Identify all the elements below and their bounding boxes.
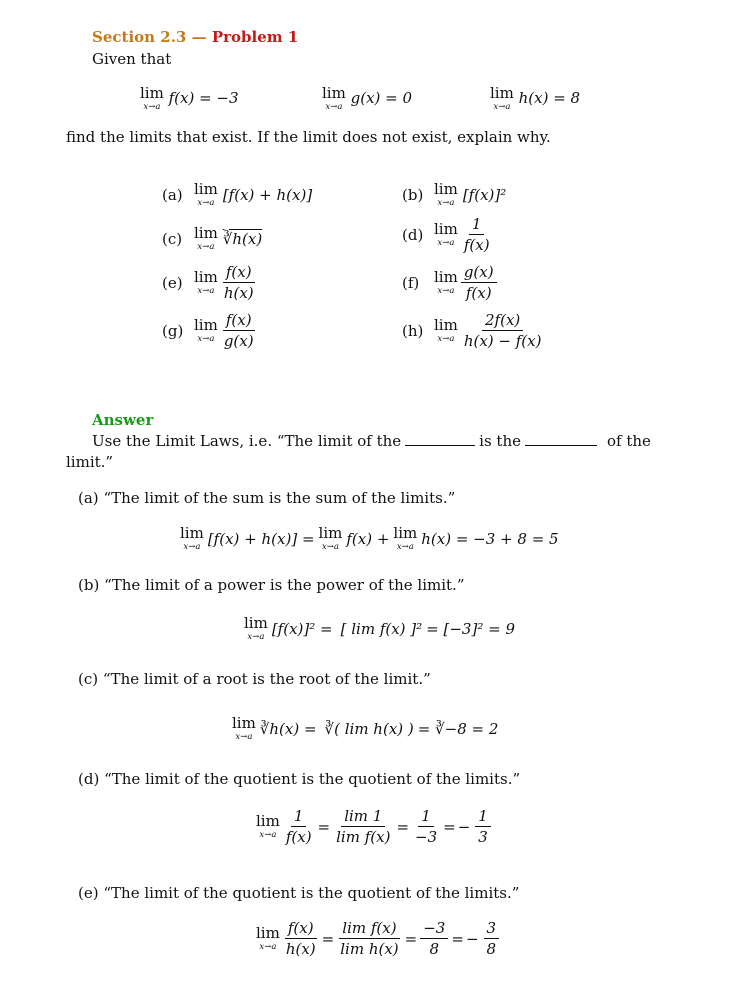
- section-heading: [92, 28, 298, 46]
- answer-e-eq: lim x→a $\frac{f(x)}{h(x)}$ = $\frac{\text{lim f(x)}}{\text{lim h(x)}}$ = $\frac{-3}{8}$ = − $\frac{3}{8}$: [256, 920, 502, 957]
- given-text: Given that: [92, 50, 172, 68]
- answer-c-eq: lim x→a ∛h(x) = ∛( lim h(x) ) = ∛−8 = 2: [232, 714, 499, 742]
- answer-title: Answer: [92, 411, 154, 429]
- answer-d-text: (d) “The limit of the quotient is the quotient of the limits.”: [78, 770, 521, 788]
- answer-intro: Use the Limit Laws, i.e. “The limit of the is the of the: [92, 432, 651, 450]
- part-b: (b) lim x→a [f(x)]²: [402, 180, 507, 208]
- answer-intro-line2: limit.”: [66, 453, 114, 471]
- part-h: (h) lim x→a $\frac{2f(x)}{h(x) - f(x)}$: [402, 311, 542, 350]
- answer-a-text: (a) “The limit of the sum is the sum of the limits.”: [78, 489, 456, 507]
- answer-a-eq: lim x→a [f(x) + h(x)] = lim x→a f(x) + lim x→a h(x) = −3 + 8 = 5: [180, 524, 559, 552]
- answer-c-text: (c) “The limit of a root is the root of the limit.”: [78, 670, 431, 688]
- part-f: (f) lim x→a $\frac{g(x)}{f(x)}$: [402, 264, 500, 301]
- given-h: lim x→a h(x) = 8: [490, 84, 581, 112]
- answer-e-text: (e) “The limit of the quotient is the quotient of the limits.”: [78, 884, 520, 902]
- part-g: (g) lim x→a $\frac{f(x)}{g(x)}$: [162, 311, 254, 350]
- part-e: (e) lim x→a $\frac{f(x)}{h(x)}$: [162, 263, 254, 302]
- heading-dash: —: [191, 28, 207, 46]
- part-d: (d) lim x→a $\frac{1}{f(x)}$: [402, 215, 490, 254]
- part-c: (c) lim x→a ∛h(x): [162, 224, 263, 252]
- given-g: lim x→a g(x) = 0: [322, 84, 413, 112]
- answer-d-eq: lim x→a $\frac{1}{f(x)}$ = $\frac{\lim 1}{\text{lim f(x)}}$ = $\frac{1}{-3}$ = − $\frac{1}{3}$: [256, 808, 494, 845]
- instruction-text: find the limits that exist. If the limit does not exist, explain why.: [66, 128, 551, 146]
- answer-b-eq: lim x→a [f(x)]² = [ lim f(x) ]² = [−3]² = 9: [244, 614, 515, 642]
- problem-label: Problem 1: [211, 28, 299, 46]
- part-a: (a) lim x→a [f(x) + h(x)]: [162, 180, 313, 208]
- answer-b-text: (b) “The limit of a power is the power of the limit.”: [78, 576, 465, 594]
- given-f: lim x→a f(x) = −3: [140, 84, 239, 112]
- section-label: Section 2.3: [92, 28, 187, 46]
